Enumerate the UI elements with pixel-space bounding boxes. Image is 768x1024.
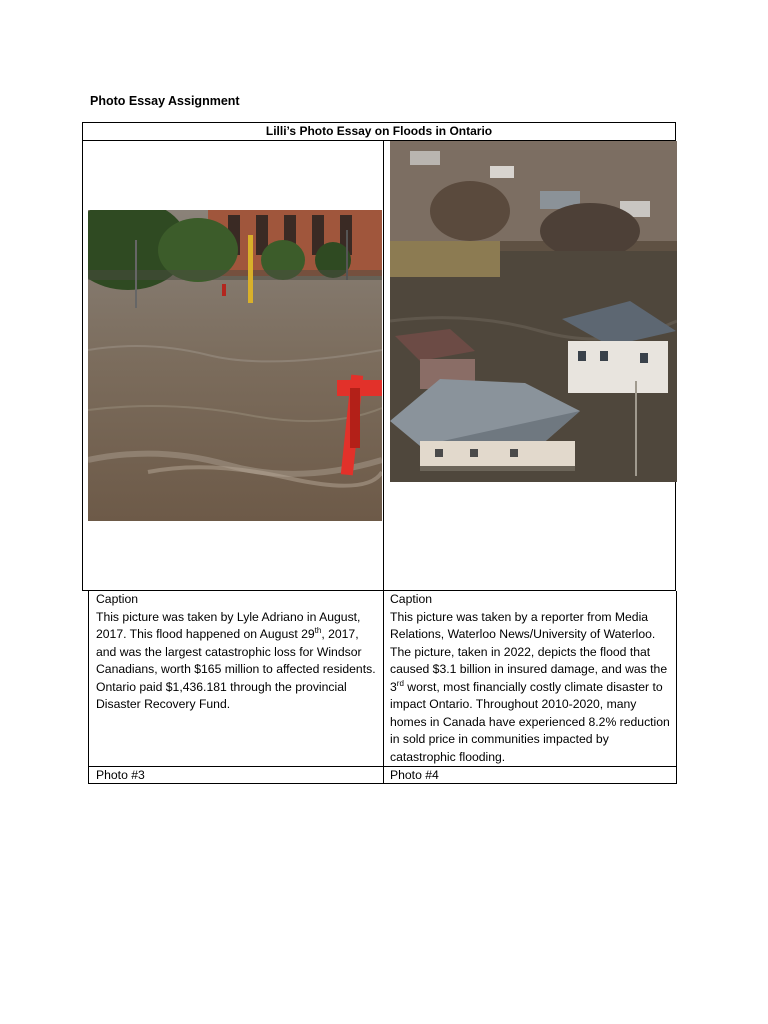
caption-label: Caption <box>96 592 139 606</box>
caption-left <box>96 591 378 714</box>
column-divider <box>383 767 384 783</box>
flood-street-photo <box>88 210 382 521</box>
flood-street-image <box>88 210 382 521</box>
caption-label: Caption <box>390 592 433 606</box>
column-divider <box>383 591 384 766</box>
page-heading: Photo Essay Assignment <box>90 94 240 108</box>
photo-label-row <box>88 766 677 784</box>
caption-row <box>88 591 677 767</box>
caption-right <box>390 591 674 766</box>
flood-homes-photo <box>390 141 677 482</box>
table-title: Lilli’s Photo Essay on Floods in Ontario <box>82 122 676 141</box>
column-divider <box>383 140 384 590</box>
caption-text: This picture was taken by Lyle Adriano in August, 2017. This flood happened on August 29th, 2017, and was the largest catastrophic loss for Windsor Canadians, worth $165 million to affected residents. Ontario paid $1,436.181 through the provincial Disaster Recovery Fund. <box>96 609 376 711</box>
flood-homes-image <box>390 141 677 482</box>
caption-text: This picture was taken by a reporter from Media Relations, Waterloo News/University of Waterloo. The picture, taken in 2022, depicts the flood that caused $3.1 billion in insured damage, and was the 3rd worst, most financially costly climate disaster to impact Ontario. Throughout 2010-2020, many homes in Canada have experienced 8.2% reduction in sold price in communities impacted by catastrophic flooding. <box>390 609 670 764</box>
photo-label-right: Photo #4 <box>390 768 439 782</box>
photo-label-left: Photo #3 <box>96 768 145 782</box>
